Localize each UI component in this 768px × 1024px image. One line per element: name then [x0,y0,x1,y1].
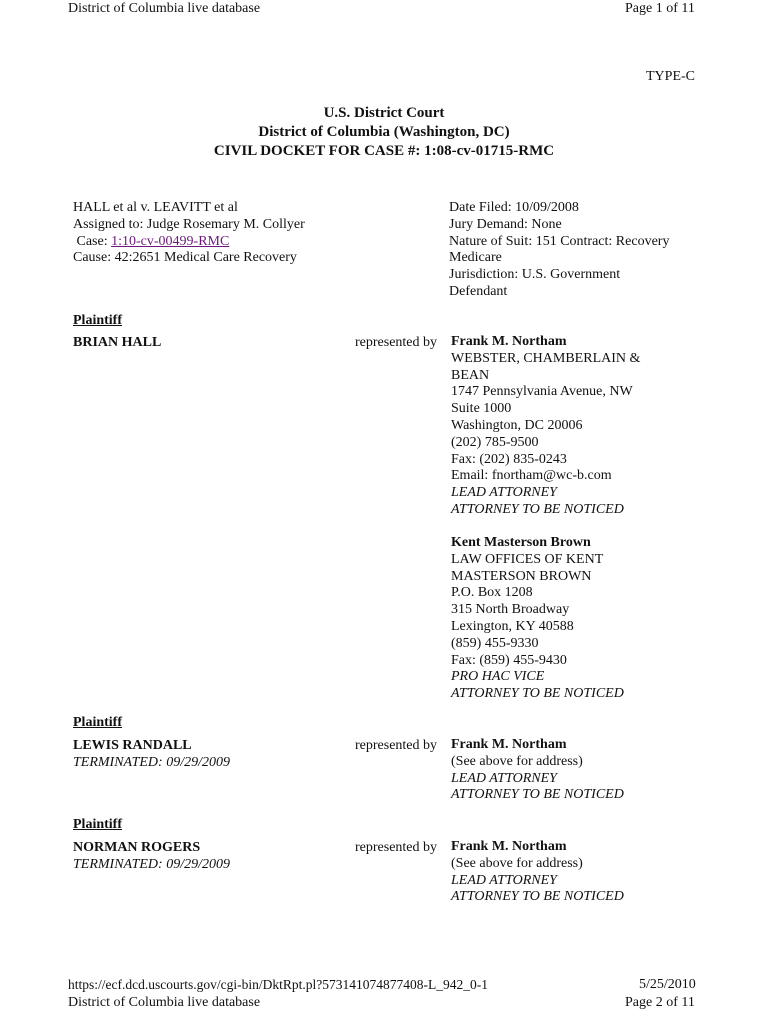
attorney-fax: Fax: (202) 835-0243 [451,451,567,467]
case-cause: Cause: 42:2651 Medical Care Recovery [73,250,297,266]
party-heading: Plaintiff [73,313,122,328]
attorney-notice: ATTORNEY TO BE NOTICED [451,686,624,702]
attorney-phone: (859) 455-9330 [451,635,539,651]
footer-page-number: Page 2 of 11 [625,995,695,1010]
date-filed: Date Filed: 10/09/2008 [449,200,579,215]
related-case: Case: 1:10-cv-00499-RMC [76,233,230,249]
jurisdiction-cont: Defendant [449,283,508,299]
filing-info [449,200,669,301]
party-terminated: TERMINATED: 09/29/2009 [73,857,230,872]
party-name: LEWIS RANDALL [73,738,192,753]
attorney-notice: ATTORNEY TO BE NOTICED [451,787,624,803]
party-name: BRIAN HALL [73,335,162,350]
attorney-address-ref: (See above for address) [451,753,583,769]
attorney-name: Frank M. Northam [451,839,567,854]
related-case-link[interactable]: 1:10-cv-00499-RMC [111,233,230,249]
nature-of-suit: Nature of Suit: 151 Contract: Recovery [449,233,670,249]
docket-title: CIVIL DOCKET FOR CASE #: 1:08-cv-01715-RMC [213,143,555,159]
represented-by-label: represented by [355,738,438,753]
party-name: NORMAN ROGERS [73,840,201,855]
attorney-role: LEAD ATTORNEY [451,485,557,501]
attorney-name: Frank M. Northam [451,737,567,752]
court-district: District of Columbia (Washington, DC) [258,124,510,140]
attorney-notice: ATTORNEY TO BE NOTICED [451,501,624,517]
attorney-street: 315 North Broadway [451,602,570,618]
attorney-address-ref: (See above for address) [451,855,583,871]
attorney-firm-cont: BEAN [451,367,490,383]
jury-demand: Jury Demand: None [449,216,562,232]
party-terminated: TERMINATED: 09/29/2009 [73,755,230,770]
case-caption: HALL et al v. LEAVITT et al [73,200,238,215]
attorney-block [451,334,640,519]
footer-database-name: District of Columbia live database [68,995,261,1010]
party-heading: Plaintiff [73,817,122,832]
case-info [73,200,305,267]
assigned-judge: Assigned to: Judge Rosemary M. Collyer [73,216,305,232]
attorney-fax: Fax: (859) 455-9430 [451,652,567,668]
attorney-firm: LAW OFFICES OF KENT [451,551,604,567]
attorney-street: 1747 Pennsylvania Avenue, NW [451,384,633,400]
attorney-email: Email: fnortham@wc-b.com [451,468,612,484]
party-heading: Plaintiff [73,715,122,730]
attorney-city: Lexington, KY 40588 [451,618,574,634]
attorney-role: LEAD ATTORNEY [451,872,557,888]
court-name: U.S. District Court [323,105,445,121]
attorney-po-box: P.O. Box 1208 [451,585,533,601]
attorney-phone: (202) 785-9500 [451,434,539,450]
attorney-name: Frank M. Northam [451,334,567,349]
jurisdiction: Jurisdiction: U.S. Government [449,267,621,283]
attorney-notice: ATTORNEY TO BE NOTICED [451,889,624,905]
footer-date: 5/25/2010 [639,977,696,992]
attorney-block [451,839,624,906]
type-label: TYPE-C [646,69,695,84]
represented-by-label: represented by [355,335,438,350]
nature-of-suit-cont: Medicare [449,250,502,266]
attorney-suite: Suite 1000 [451,401,512,417]
represented-by-label: represented by [355,840,438,855]
header-page-number: Page 1 of 11 [625,1,695,16]
attorney-firm-cont: MASTERSON BROWN [451,568,592,584]
attorney-role: LEAD ATTORNEY [451,770,557,786]
attorney-block [451,535,624,703]
attorney-block [451,737,624,804]
footer-url: https://ecf.dcd.uscourts.gov/cgi-bin/DktRpt.pl?573141074877408-L_942_0-1 [68,977,488,992]
attorney-name: Kent Masterson Brown [451,535,591,550]
header-database-name: District of Columbia live database [68,1,261,16]
attorney-role: PRO HAC VICE [451,669,545,685]
attorney-firm: WEBSTER, CHAMBERLAIN & [451,350,641,366]
attorney-city: Washington, DC 20006 [451,417,583,433]
